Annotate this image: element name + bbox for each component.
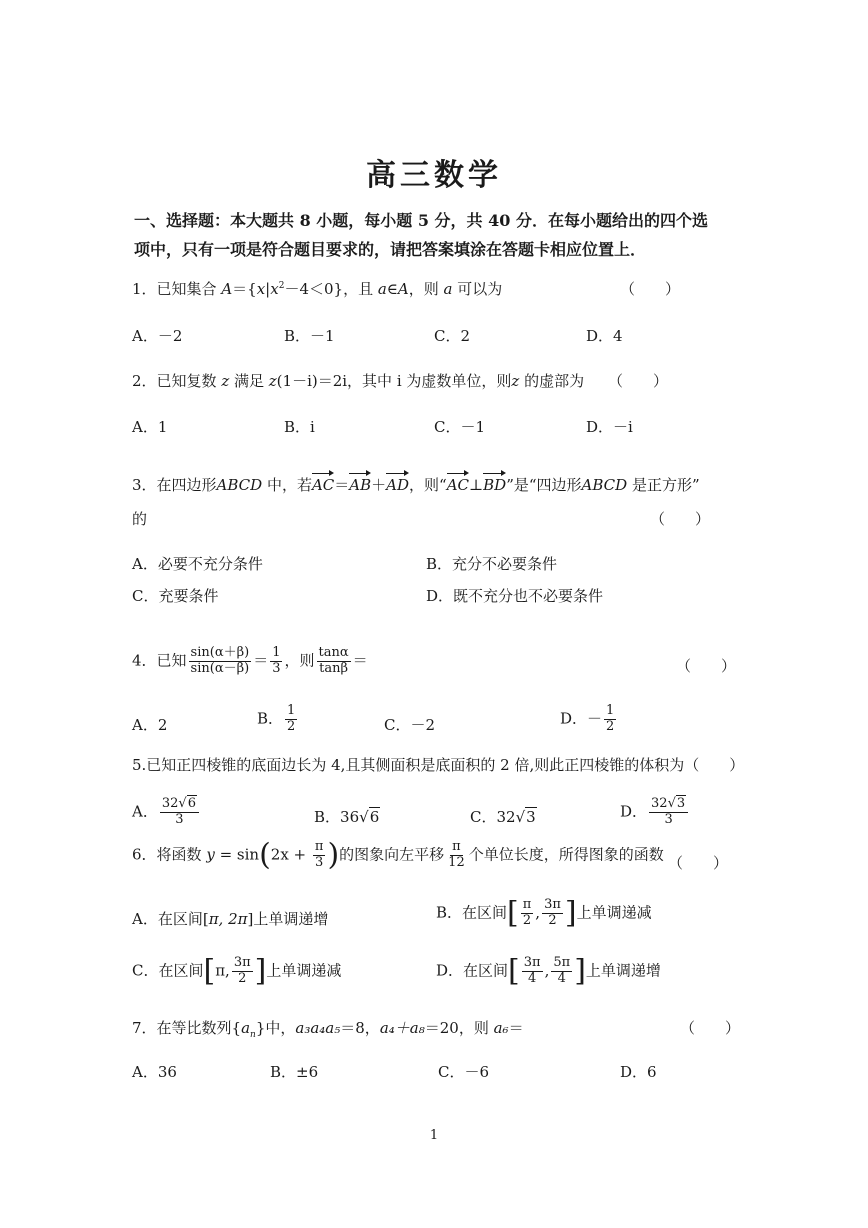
section-instructions-line2: 项中，只有一项是符合题目要求的，请把答案填涂在答题卡相应位置上． — [134, 240, 647, 259]
q2-option-a: A．1 — [132, 418, 168, 436]
q6-option-a: A．在区间[π, 2π]上单调递增 — [132, 910, 329, 928]
question-3-line2: 的 — [132, 510, 148, 528]
page-title: 高三数学 — [366, 158, 502, 193]
answer-bracket-7: （ ） — [680, 1019, 741, 1037]
q1-option-a: A．－2 — [132, 327, 183, 345]
fraction-one-third: $\frac{1}{3}$ — [272, 645, 281, 676]
q5-option-b: B．36√6 — [314, 808, 380, 826]
q5-option-c: C．32√3 — [470, 808, 536, 826]
fraction-sin-ratio: $\frac{\sin(\alpha+\beta)}{\sin(\alpha-\beta)}$ — [190, 645, 250, 676]
vector-ac: AC — [311, 476, 335, 494]
q1-option-c: C．2 — [434, 327, 471, 345]
answer-bracket-6: （ ） — [668, 854, 729, 872]
q1-option-d: D．4 — [586, 327, 623, 345]
q6-option-c: C．在区间[π, $\frac{3\pi}{2}$ ]上单调递减 — [132, 953, 342, 989]
q2-option-b: B．i — [284, 418, 315, 436]
question-7: 7．在等比数列$\{a_n\}$中，a₃a₄a₅＝8，a₄＋a₈＝20，则 a₆＝ — [132, 1019, 524, 1040]
answer-bracket-3: （ ） — [650, 510, 711, 528]
q7-option-d: D．6 — [620, 1063, 657, 1081]
q7-option-b: B．±6 — [270, 1063, 319, 1081]
q3-option-b: B．充分不必要条件 — [426, 555, 558, 573]
answer-bracket-4: （ ） — [676, 657, 737, 675]
question-3: 3．在四边形ABCD 中，若AC＝AB＋AD，则“AC⊥BD”是“四边形ABCD 是正方形” — [132, 476, 700, 494]
q7-option-c: C．－6 — [438, 1063, 490, 1081]
q2-option-c: C．－1 — [434, 418, 486, 436]
page-number: 1 — [429, 1128, 439, 1143]
q4-option-a: A．2 — [132, 716, 168, 734]
vector-ab: AB — [349, 476, 372, 494]
question-6: 6．将函数 y = sin(2x + $\frac{\pi}{3}$ )的图象向左平移 $\frac{\pi}{12}$ 个单位长度，所得图象的函数 — [132, 837, 664, 873]
q7-option-a: A．36 — [132, 1063, 177, 1081]
question-4: 4．已知 $\frac{\sin(\alpha+\beta)}{\sin(\alpha-\beta)}$ ＝ $\frac{1}{3}$ ，则 $\frac{\tan\alpha}{\tan\beta}$ ＝ — [132, 645, 368, 676]
q3-option-d: D．既不充分也不必要条件 — [426, 587, 604, 605]
question-5: 5.已知正四棱锥的底面边长为 4,且其侧面积是底面积的 2 倍,则此正四棱锥的体积为（ ） — [132, 756, 745, 774]
q5-option-a: A． $\frac{32√6}{3}$ — [132, 797, 201, 828]
q4-option-c: C．－2 — [384, 716, 436, 734]
answer-bracket-2: （ ） — [608, 372, 669, 390]
question-2: 2．已知复数 z 满足 z(1－i)＝2i，其中 i 为虚数单位，则z 的虚部为 — [132, 372, 585, 390]
q2-option-d: D．－i — [586, 418, 633, 436]
q4-option-b: B． $\frac{1}{2}$ — [257, 703, 296, 734]
q3-option-c: C．充要条件 — [132, 587, 219, 605]
q5-option-d: D． $\frac{32√3}{3}$ — [620, 797, 690, 828]
answer-bracket-1: （ ） — [620, 280, 681, 298]
vector-bd: BD — [483, 476, 507, 494]
q1-option-b: B．－1 — [284, 327, 335, 345]
vector-ad: AD — [386, 476, 410, 494]
question-1: 1．已知集合 $A=\{x|x^2-4<0\}$，且 a∈A，则 a 可以为 — [132, 280, 503, 298]
q3-option-a: A．必要不充分条件 — [132, 555, 263, 573]
q6-option-b: B．在区间[ $\frac{\pi}{2}$ , $\frac{3\pi}{2}$ ]上单调递减 — [436, 895, 652, 931]
vector-ac-2: AC — [446, 476, 470, 494]
q6-option-d: D．在区间[ $\frac{3\pi}{4}$ , $\frac{5\pi}{4}$ ]上单调递增 — [436, 953, 661, 989]
q4-option-d: D．－ $\frac{1}{2}$ — [560, 703, 615, 734]
section-instructions-line1: 一、选择题：本大题共 8 小题，每小题 5 分，共 40 分．在每小题给出的四个选 — [134, 211, 708, 230]
fraction-tan-ratio: $\frac{\tan\alpha}{\tan\beta}$ — [318, 645, 349, 676]
